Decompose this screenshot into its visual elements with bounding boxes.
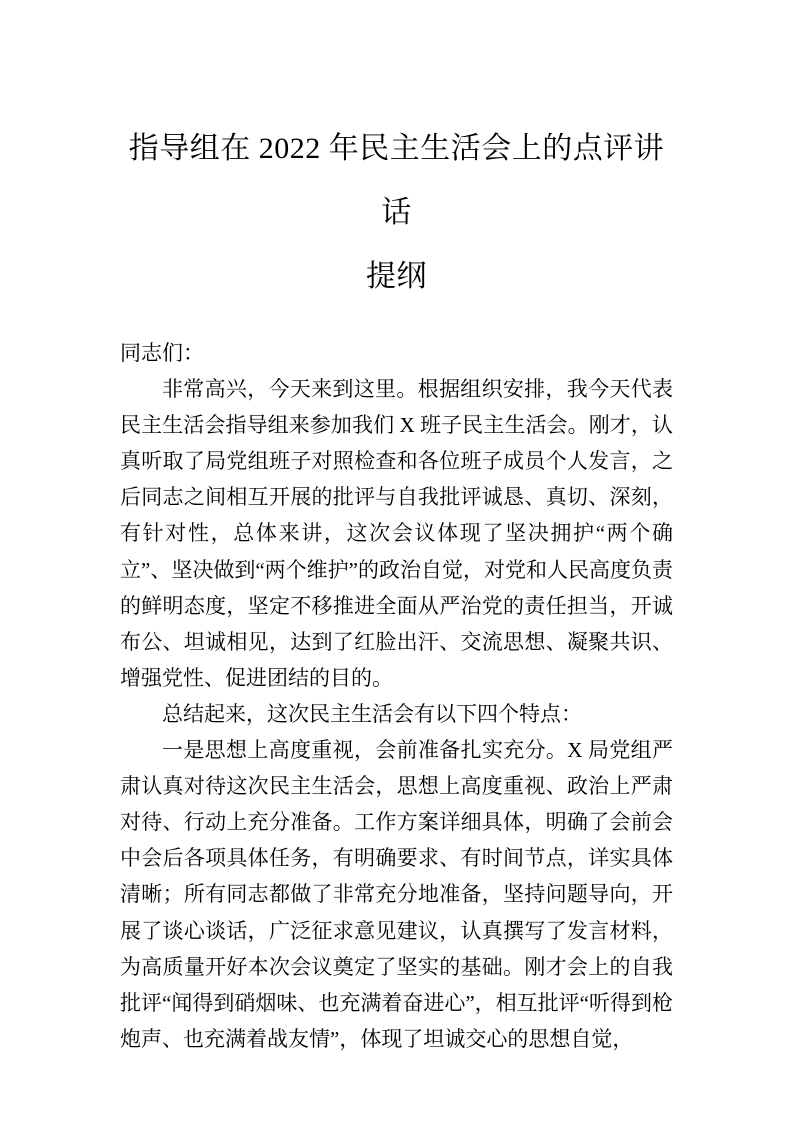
document-title	[120, 117, 673, 309]
document-title-line-1: 指导组在 2022 年民主生活会上的点评讲话	[128, 132, 665, 229]
paragraph-feature-one: 一是思想上高度重视，会前准备扎实充分。X 局党组严肃认真对待这次民主生活会，思想上高度重视、政治上严肃对待、行动上充分准备。工作方案详细具体，明确了会前会中会后各项具体任务，有明确要求、有时间节点，详实具体清晰；所有同志都做了非常充分地准备，坚持问题导向，开展了谈心谈话，广泛征求意见建议，认真撰写了发言材料，为高质量开好本次会议奠定了坚实的基础。刚才会上的自我批评“闻得到硝烟味、也充满着奋进心”，相互批评“听得到枪炮声、也充满着战友情”，体现了坦诚交心的思想自觉，	[120, 738, 673, 1051]
paragraph-salutation: 同志们：	[120, 341, 204, 365]
paragraph-summary-lead: 总结起来，这次民主生活会有以下四个特点：	[162, 701, 582, 726]
document-title-line-2: 提纲	[366, 260, 427, 293]
document-body	[120, 335, 673, 1057]
paragraph-opening: 非常高兴，今天来到这里。根据组织安排，我今天代表民主生活会指导组来参加我们 X 班子民主生活会。刚才，认真听取了局党组班子对照检查和各位班子成员个人发言，之后同志之间相互开展的批评与自我批评诚恳、真切、深刻，有针对性，总体来讲，这次会议体现了坚决拥护“两个确立”、坚决做到“两个维护”的政治自觉，对党和人民高度负责的鲜明态度，坚定不移推进全面从严治党的责任担当，开诚布公、坦诚相见，达到了红脸出汗、交流思想、凝聚共识、增强党性、促进团结的目的。	[120, 377, 673, 690]
